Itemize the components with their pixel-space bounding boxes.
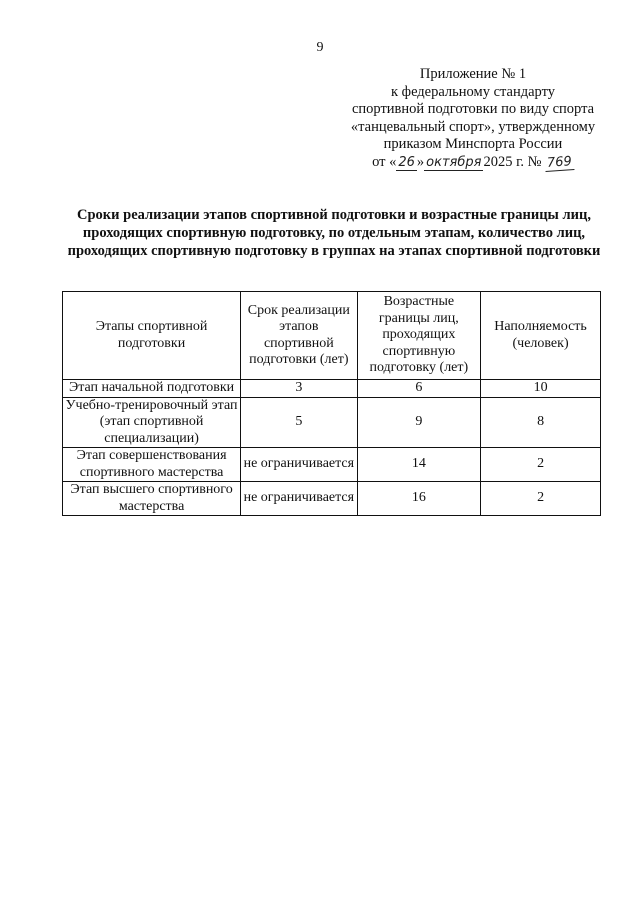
handwritten-day: 26: [398, 154, 415, 170]
header-group-size: Наполняемость (человек): [481, 292, 601, 380]
stage-name: Этап высшего спортивного мастерства: [63, 482, 241, 516]
table-row: [63, 448, 601, 482]
handwritten-month: октября: [426, 154, 482, 170]
header-stages: Этапы спортивной подготовки: [63, 292, 241, 380]
table-header-row: [63, 292, 601, 380]
stage-duration: 5: [241, 397, 357, 448]
table-row: [63, 380, 601, 398]
stage-group-size: 10: [481, 380, 601, 398]
appendix-line-1: Приложение № 1: [419, 66, 527, 82]
stage-duration: не ограничивается: [241, 448, 357, 482]
table-row: [63, 482, 601, 516]
header-duration: Срок реализации этапов спортивной подготовки (лет): [241, 292, 357, 380]
header-age-limits: Возрастные границы лиц, проходящих спортивную подготовку (лет): [357, 292, 481, 380]
stage-name: Этап начальной подготовки: [63, 380, 241, 398]
stages-table: [62, 291, 601, 516]
date-suffix: 2025 г. №: [483, 153, 542, 170]
appendix-line-4: «танцевальный спорт», утвержденному: [350, 118, 596, 135]
appendix-line-5: приказом Минспорта России: [383, 136, 563, 153]
stage-age: 9: [357, 397, 481, 448]
table-row: [63, 397, 601, 448]
stage-duration: 3: [241, 380, 357, 398]
stage-age: 6: [357, 380, 481, 398]
stage-name: Этап совершенствования спортивного мастерства: [63, 448, 241, 482]
stage-group-size: 2: [481, 448, 601, 482]
stage-name: Учебно-тренировочный этап (этап спортивной специализации): [63, 397, 241, 448]
stage-age: 14: [357, 448, 481, 482]
date-quote: »: [416, 153, 425, 170]
document-title: Сроки реализации этапов спортивной подготовки и возрастные границы лиц, проходящих спортивную подготовку, по отдельным этапам, количество лиц, проходящих спортивную подготовку в группах на этапах спортивной подготовки: [67, 207, 601, 259]
appendix-line-3: спортивной подготовки по виду спорта: [351, 101, 595, 118]
approval-date-line: [330, 154, 616, 172]
stage-group-size: 2: [481, 482, 601, 516]
stage-age: 16: [357, 482, 481, 516]
page-number: 9: [316, 40, 324, 55]
stage-group-size: 8: [481, 397, 601, 448]
stage-duration: не ограничивается: [241, 482, 357, 516]
appendix-line-2: к федеральному стандарту: [391, 83, 555, 100]
appendix-header: [330, 66, 616, 172]
handwritten-order-number: 769: [545, 155, 575, 172]
date-prefix: от «: [372, 153, 397, 170]
